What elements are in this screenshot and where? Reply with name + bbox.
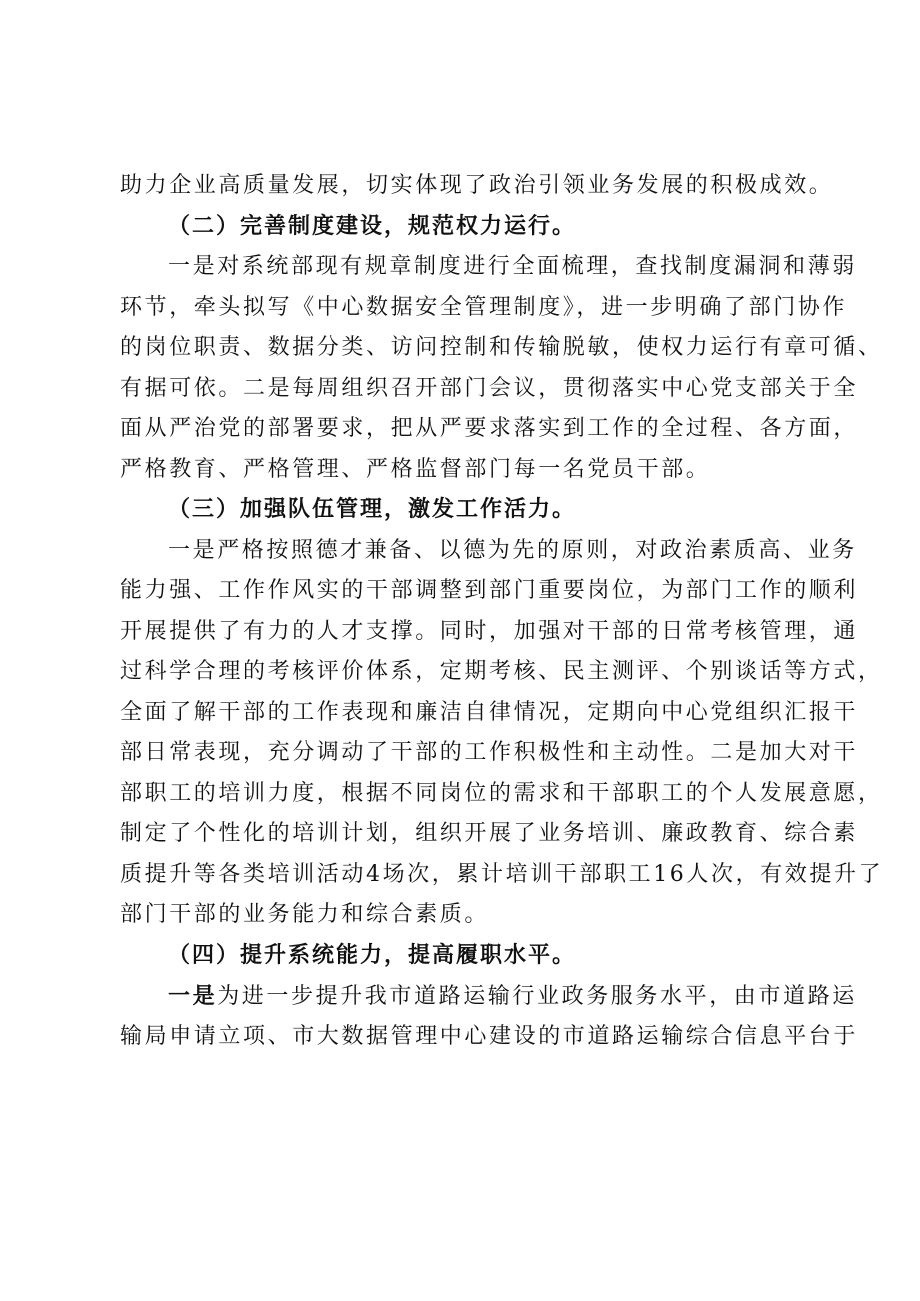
paragraph-line: 环节，牵头拟写《中心数据安全管理制度》，进一步明确了部门协作	[120, 294, 848, 320]
section-heading-2: （二）完善制度建设，规范权力运行。	[168, 213, 577, 239]
paragraph-line: 能力强、工作作风实的干部调整到部门重要岗位，为部门工作的顺利	[120, 578, 859, 603]
section-heading-4: （四）提升系统能力，提高履职水平。	[168, 942, 577, 968]
paragraph-line: 有据可依。二是每周组织召开部门会议，贯彻落实中心党支部关于全	[120, 375, 859, 401]
paragraph-line: 的岗位职责、数据分类、访问控制和传输脱敏，使权力运行有章可循、	[120, 335, 883, 360]
paragraph-line: 助力企业高质量发展，切实体现了政治引领业务发展的积极成效。	[120, 173, 834, 198]
section-heading-3: （三）加强队伍管理，激发工作活力。	[168, 497, 577, 522]
paragraph-line: 一是严格按照德才兼备、以德为先的原则，对政治素质高、业务	[168, 537, 857, 563]
paragraph-line	[120, 976, 857, 1017]
document-body	[120, 166, 884, 1057]
paragraph-line: 输局申请立项、市大数据管理中心建设的市道路运输综合信息平台于	[120, 1023, 859, 1049]
paragraph-line: 一是对系统部现有规章制度进行全面梳理，查找制度漏洞和薄弱	[168, 254, 857, 279]
paragraph-line: 部日常表现，充分调动了干部的工作积极性和主动性。二是加大对干	[120, 740, 859, 765]
paragraph-line: 严格教育、严格管理、严格监督部门每一名党员干部。	[120, 456, 711, 482]
paragraph-line: 开展提供了有力的人才支撑。同时，加强对干部的日常考核管理，通	[120, 618, 859, 644]
paragraph-line: 部门干部的业务能力和综合素质。	[120, 902, 490, 927]
paragraph-line: 面从严治党的部署要求，把从严要求落实到工作的全过程、各方面，	[120, 416, 859, 441]
paragraph-text: 为进一步提升我市道路运输行业政务服务水平，由市道路运	[217, 984, 857, 1009]
paragraph-line: 质提升等各类培训活动4场次，累计培训干部职工16人次，有效提升了	[120, 861, 884, 887]
lead-bold-text: 一是	[168, 983, 218, 1009]
paragraph-line: 过科学合理的考核评价体系，定期考核、民主测评、个别谈话等方式，	[120, 659, 883, 684]
paragraph-line: 全面了解干部的工作表现和廉洁自律情况，定期向中心党组织汇报干	[120, 699, 859, 725]
paragraph-line: 部职工的培训力度，根据不同岗位的需求和干部职工的个人发展意愿，	[120, 780, 883, 806]
paragraph-line: 制定了个性化的培训计划，组织开展了业务培训、廉政教育、综合素	[120, 821, 859, 846]
